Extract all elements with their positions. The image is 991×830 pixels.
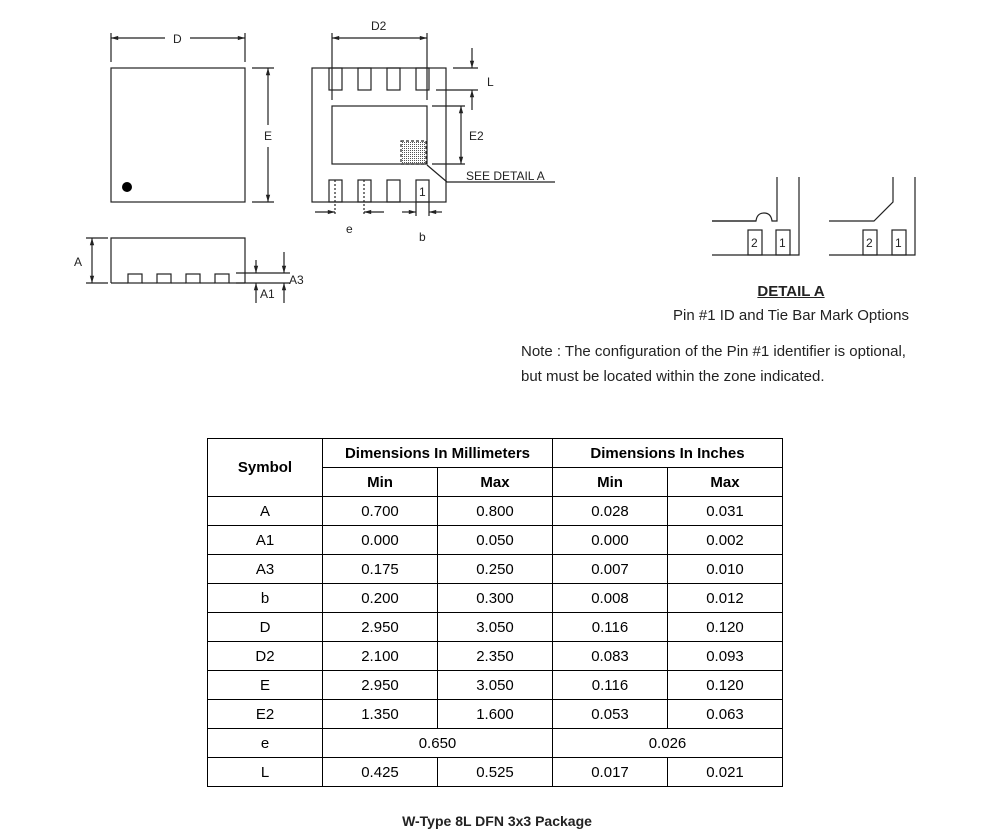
pin1-label: 1 [419,185,426,199]
table-cell: 0.053 [553,700,668,729]
table-row [208,584,783,613]
table-cell: L [208,758,323,787]
table-cell: A3 [208,555,323,584]
table-cell: 0.021 [668,758,783,787]
table-cell: 0.010 [668,555,783,584]
bottom-view [312,33,555,216]
table-cell: 0.031 [668,497,783,526]
detail-pin2-label: 2 [751,236,758,250]
table-row [208,497,783,526]
table-cell: 0.017 [553,758,668,787]
dim-label-d: D [173,32,182,46]
table-cell: D [208,613,323,642]
table-cell: E2 [208,700,323,729]
table-row [208,613,783,642]
detail-a-title: DETAIL A [757,283,825,300]
table-cell: E [208,671,323,700]
table-cell: 0.000 [553,526,668,555]
top-view [111,33,274,202]
table-cell: 0.250 [438,555,553,584]
table-row [208,555,783,584]
table-cell: 0.525 [438,758,553,787]
detail-pin1-label: 1 [779,236,786,250]
note-line-2: but must be located within the zone indicated. [521,368,825,385]
table-row [208,700,783,729]
table-cell: 0.050 [438,526,553,555]
table-cell: 0.120 [668,671,783,700]
mm-max-header: Max [438,468,553,497]
table-cell: 0.800 [438,497,553,526]
dim-label-e2: E2 [469,129,484,143]
dim-label-l: L [487,75,494,89]
mm-header: Dimensions In Millimeters [323,439,553,468]
table-cell: 0.700 [323,497,438,526]
table-cell: 3.050 [438,613,553,642]
table-cell: D2 [208,642,323,671]
table-cell: 0.425 [323,758,438,787]
symbol-header: Symbol [208,439,323,497]
table-cell: 0.063 [668,700,783,729]
dim-label-a: A [74,255,83,269]
dim-label-b: b [419,230,426,244]
table-cell: 0.200 [323,584,438,613]
table-cell: 0.008 [553,584,668,613]
table-cell: 0.007 [553,555,668,584]
table-cell: 0.026 [553,729,783,758]
dim-label-e: E [264,129,273,143]
table-row [208,642,783,671]
inch-header: Dimensions In Inches [553,439,783,468]
dim-label-a1: A1 [260,287,275,301]
table-cell: 2.100 [323,642,438,671]
table-cell: 0.120 [668,613,783,642]
mm-min-header: Min [323,468,438,497]
note-line-1: Note : The configuration of the Pin #1 identifier is optional, [521,343,906,360]
detail-pin1-label: 1 [895,236,902,250]
table-cell: 0.028 [553,497,668,526]
table-cell: 0.300 [438,584,553,613]
table-cell: 0.116 [553,613,668,642]
table-cell: 0.083 [553,642,668,671]
table-cell: 0.650 [323,729,553,758]
table-cell: 3.050 [438,671,553,700]
table-row [208,671,783,700]
table-cell: 0.093 [668,642,783,671]
table-cell: 2.950 [323,671,438,700]
table-row [208,729,783,758]
table-row [208,758,783,787]
table-cell: b [208,584,323,613]
table-cell: A1 [208,526,323,555]
table-cell: 0.116 [553,671,668,700]
table-row [208,526,783,555]
table-cell: 0.175 [323,555,438,584]
table-cell: 2.350 [438,642,553,671]
table-cell: A [208,497,323,526]
in-max-header: Max [668,468,783,497]
package-caption: W-Type 8L DFN 3x3 Package [402,813,592,829]
see-detail-label: SEE DETAIL A [466,169,545,183]
dim-label-a3: A3 [289,273,304,287]
detail-pin2-label: 2 [866,236,873,250]
table-cell: 2.950 [323,613,438,642]
pin1-zone-hatch [401,141,426,164]
table-cell: 1.350 [323,700,438,729]
table-cell: e [208,729,323,758]
dim-label-pitch-e: e [346,222,353,236]
detail-a-subtitle: Pin #1 ID and Tie Bar Mark Options [673,307,909,324]
dimensions-table [207,438,783,787]
in-min-header: Min [553,468,668,497]
table-cell: 0.000 [323,526,438,555]
table-cell: 1.600 [438,700,553,729]
table-cell: 0.012 [668,584,783,613]
table-cell: 0.002 [668,526,783,555]
pin1-dot-icon [122,182,132,192]
dim-label-d2: D2 [371,19,387,33]
